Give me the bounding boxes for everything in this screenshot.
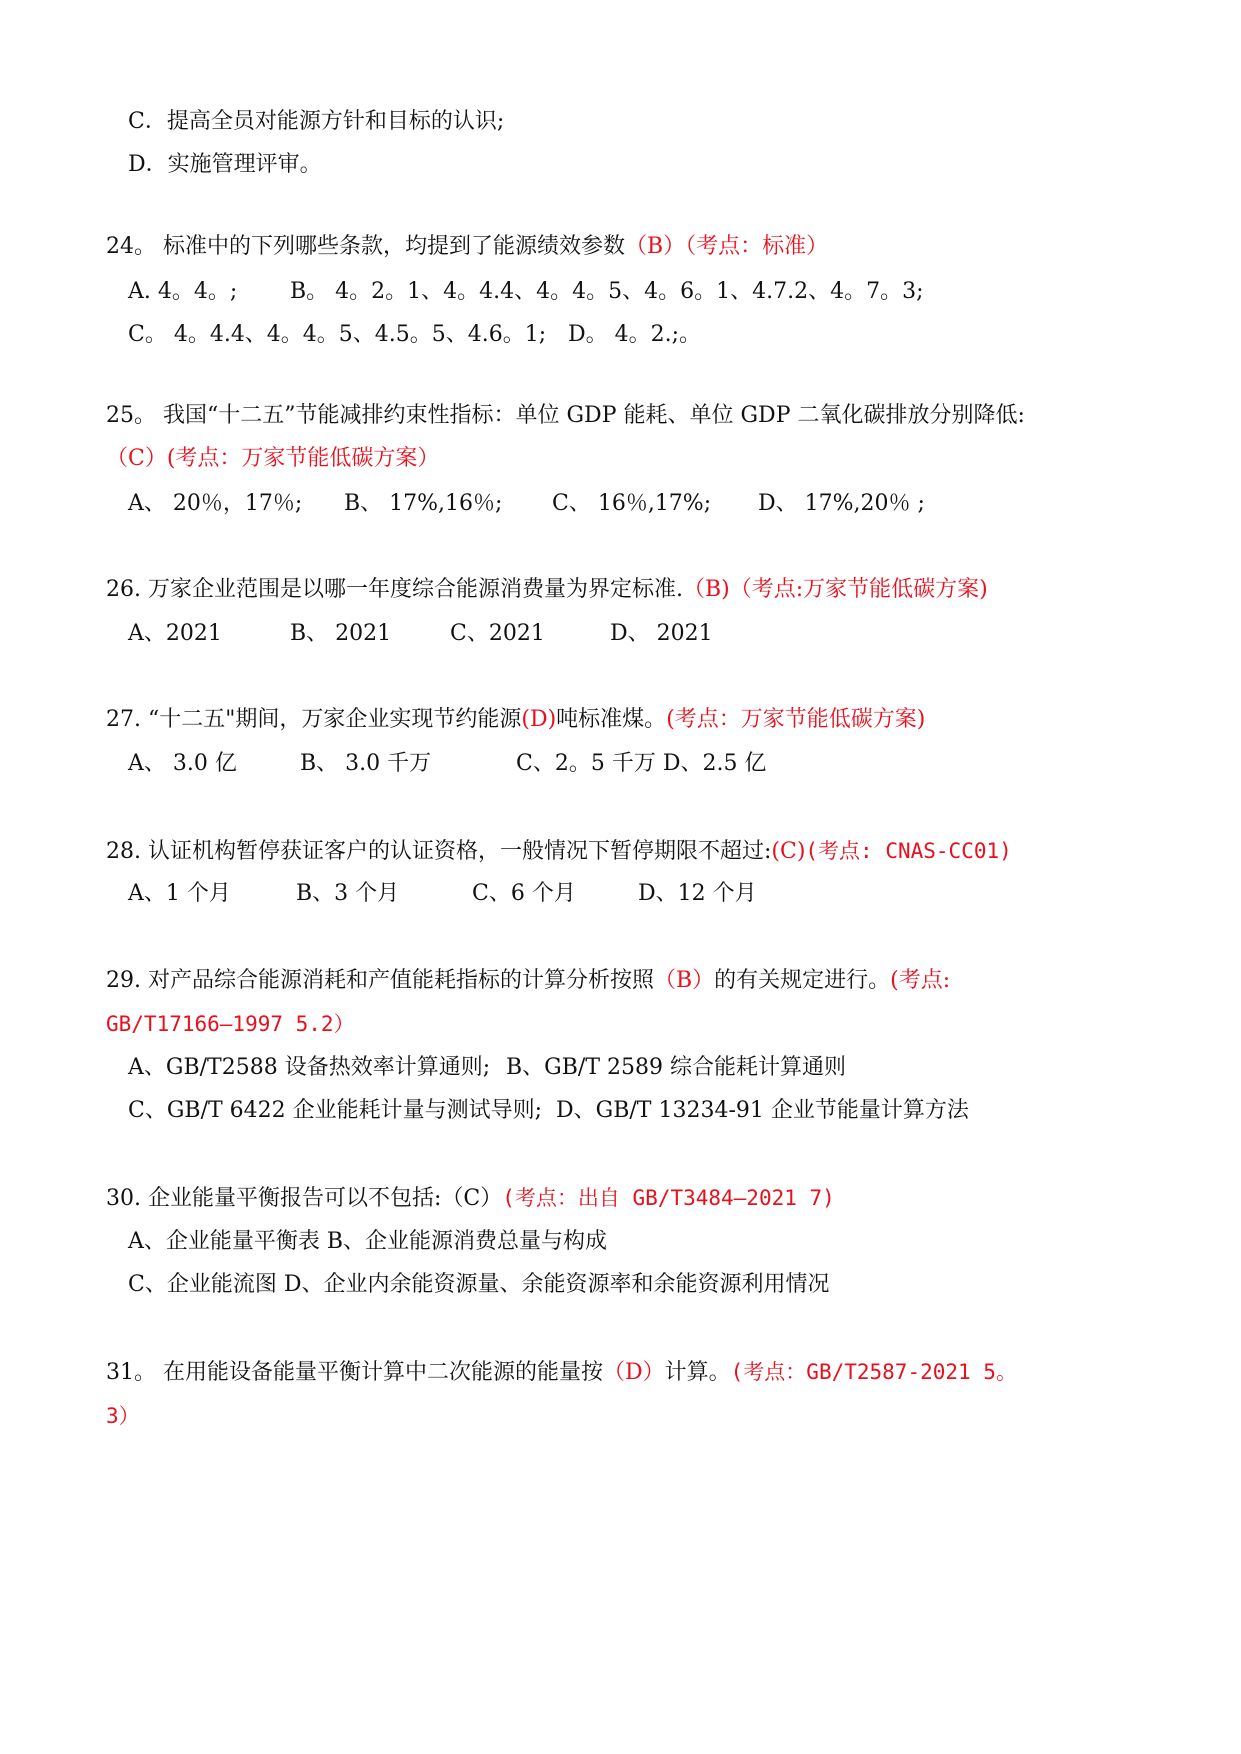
q25-option-c: C、 16％,17%; (552, 491, 712, 516)
q24-option-a: A. 4。4。; (128, 279, 238, 304)
question-31-answer-note-end: 3） (106, 1404, 140, 1428)
q27-option-cd: C、2。5 千万 D、2.5 亿 (516, 751, 767, 776)
q29-option-a: A、GB/T2588 设备热效率计算通则; (128, 1055, 491, 1080)
question-25-stem: 25。 我国“十二五”节能减排约束性指标：单位 GDP 能耗、单位 GDP 二氧化碳排放分别降低: (106, 403, 1025, 428)
question-27 (106, 706, 925, 734)
q24-option-c: C。 4。4.4、4。4。5、4.5。5、4.6。1; (128, 322, 547, 347)
q28-option-c: C、6 个月 (472, 881, 576, 906)
question-31-answer-note-start: (考点：GB/T2587-2021 5。 (730, 1360, 1017, 1384)
question-24-answer-note: （B）（考点：标准） (625, 234, 829, 259)
q28-option-d: D、12 个月 (638, 881, 757, 906)
q26-option-a: A、2021 (128, 621, 222, 646)
q25-option-d: D、 17%,20％ ; (758, 491, 925, 516)
question-29-answer-note-start: (考点: (890, 968, 951, 993)
q23-option-c: C．提高全员对能源方针和目标的认识; (128, 109, 505, 134)
question-30 (106, 1184, 835, 1213)
question-29 (106, 967, 950, 995)
q27-option-a: A、 3.0 亿 (128, 751, 237, 776)
q26-option-b: B、 2021 (290, 621, 392, 646)
question-31-stem-end: 计算。 (664, 1360, 731, 1385)
question-24-stem: 24。 标准中的下列哪些条款，均提到了能源绩效参数 (106, 234, 625, 259)
question-26-answer-note: （B)（考点:万家节能低碳方案) (682, 577, 988, 602)
question-28-answer-note: (考点: CNAS-CC01) (805, 839, 1012, 863)
q28-option-a: A、1 个月 (128, 881, 231, 906)
question-27-answer-note: (考点：万家节能低碳方案) (666, 707, 926, 732)
question-28 (106, 837, 1012, 866)
question-30-answer-note: (考点：出自 GB/T3484—2021 7) (502, 1186, 835, 1210)
question-28-stem: 28. 认证机构暂停获证客户的认证资格，一般情况下暂停期限不超过: (106, 839, 772, 864)
q29-option-c: C、GB/T 6422 企业能耗计量与测试导则; (128, 1098, 543, 1123)
q29-option-b: B、GB/T 2589 综合能耗计算通则 (506, 1055, 846, 1080)
q25-option-a: A、 20％，17％; (128, 491, 303, 516)
question-29-stem-end: 的有关规定进行。 (714, 968, 891, 993)
q30-options-cd: C、企业能流图 D、企业内余能资源量、余能资源率和余能资源利用情况 (128, 1272, 830, 1297)
question-31 (106, 1358, 1017, 1387)
question-27-stem-end: 吨标准煤。 (556, 707, 667, 732)
question-28-answer: (C) (771, 839, 806, 864)
q23-option-d: D．实施管理评审。 (128, 152, 322, 177)
q26-option-c: C、2021 (450, 621, 545, 646)
question-29-stem-start: 29. 对产品综合能源消耗和产值能耗指标的计算分析按照 (106, 968, 654, 993)
question-30-stem: 30. 企业能量平衡报告可以不包括:（C） (106, 1186, 503, 1211)
question-26-stem: 26. 万家企业范围是以哪一年度综合能源消费量为界定标准. (106, 577, 683, 602)
question-24 (106, 233, 828, 261)
question-27-stem-start: 27. “十二五"期间，万家企业实现节约能源 (106, 707, 522, 732)
q24-option-d: D。 4。2.;。 (568, 322, 702, 347)
question-29-answer: （B） (653, 968, 715, 993)
question-31-stem-start: 31。 在用能设备能量平衡计算中二次能源的能量按 (106, 1360, 603, 1385)
q27-option-b: B、 3.0 千万 (300, 751, 432, 776)
question-31-answer: （D） (603, 1360, 665, 1385)
q30-options-ab: A、企业能量平衡表 B、企业能源消费总量与构成 (128, 1229, 608, 1254)
question-29-answer-note-end: GB/T17166—1997 5.2） (106, 1012, 355, 1036)
q25-option-b: B、 17%,16％; (344, 491, 503, 516)
q29-option-d: D、GB/T 13234-91 企业节能量计算方法 (556, 1098, 969, 1123)
q26-option-d: D、 2021 (610, 621, 713, 646)
q24-option-b: B。 4。2。1、4。4.4、4。4。5、4。6。1、4.7.2、4。7。3; (290, 279, 924, 304)
question-26 (106, 576, 988, 604)
question-27-answer: (D) (521, 707, 557, 732)
q28-option-b: B、3 个月 (296, 881, 400, 906)
question-25-answer-note: （C）(考点：万家节能低碳方案） (106, 446, 440, 471)
